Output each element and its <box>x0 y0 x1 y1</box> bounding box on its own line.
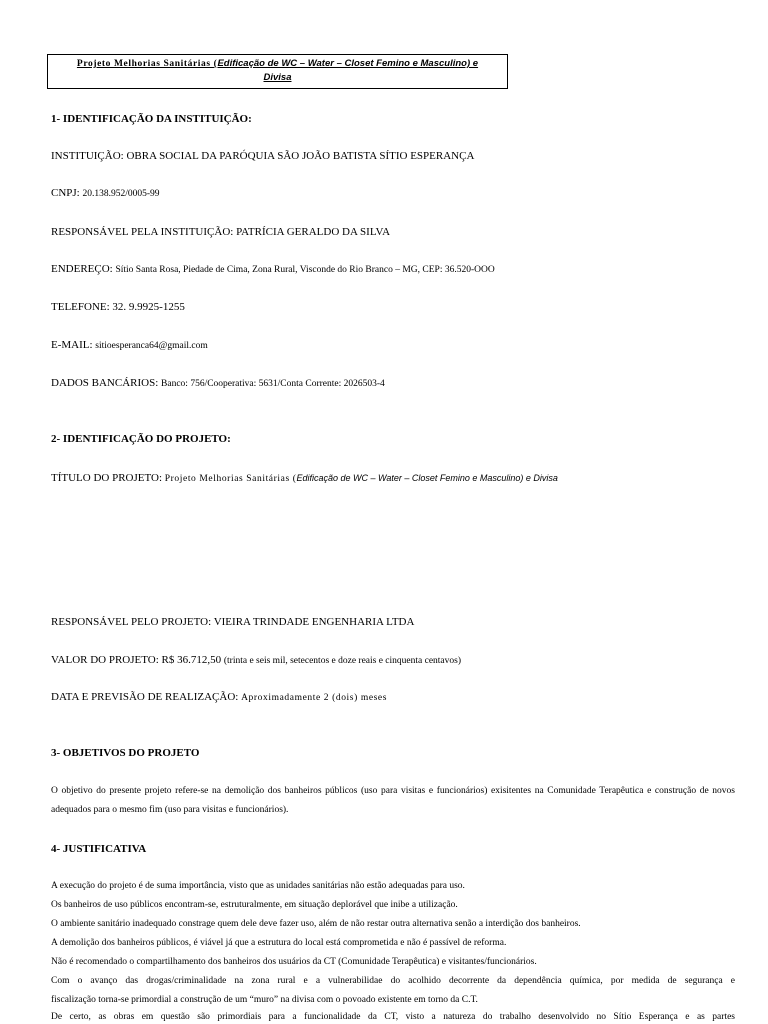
data-previsao-value: Aproximadamente 2 (dois) meses <box>241 693 388 703</box>
telefone-line <box>51 300 185 314</box>
project-title-part1: Projeto Melhorias Sanitárias ( <box>76 59 218 69</box>
valor-projeto-extenso: (trinta e seis mil, setecentos e doze reais e cinquenta centavos) <box>223 656 462 666</box>
responsavel-line <box>51 225 390 239</box>
instituicao-value: OBRA SOCIAL DA PARÓQUIA SÃO JOÃO BATISTA SÍTIO ESPERANÇA <box>126 150 475 162</box>
valor-projeto-label: VALOR DO PROJETO: <box>51 654 159 666</box>
endereco-label: ENDEREÇO: <box>51 263 113 275</box>
valor-projeto-value: R$ 36.712,50 <box>161 654 222 666</box>
cnpj-label: CNPJ: <box>51 187 80 199</box>
justificativa-line: De certo, as obras em questão são primordiais para a funcionalidade da CT, visto a natureza do trabalho desenvolvido no Sítio Esperança e as partes <box>51 1012 735 1022</box>
titulo-projeto-label: TÍTULO DO PROJETO: <box>51 472 163 484</box>
data-previsao-label: DATA E PREVISÃO DE REALIZAÇÃO: <box>51 691 239 703</box>
justificativa-line: Não é recomendado o compartilhamento dos banheiros dos usuários da CT (Comunidade Terapêutica) e visitantes/funcionários. <box>51 957 537 967</box>
project-title-box <box>47 54 508 89</box>
section4-heading: 4- JUSTIFICATIVA <box>51 843 147 855</box>
responsavel-projeto-line <box>51 615 414 629</box>
project-title-part3: Divisa <box>263 72 292 83</box>
justificativa-line: Os banheiros de uso públicos encontram-se, estruturalmente, em situação deplorável que inibe a utilização. <box>51 900 458 910</box>
justificativa-line: A demolição dos banheiros públicos, é viável já que a estrutura do local está comprometida e não é passível de reforma. <box>51 938 507 948</box>
telefone-value: 32. 9.9925-1255 <box>112 301 185 313</box>
valor-projeto-line <box>51 653 461 668</box>
responsavel-value: PATRÍCIA GERALDO DA SILVA <box>236 226 391 238</box>
justificativa-line: O ambiente sanitário inadequado constrage quem dele deve fazer uso, além de não restar outra alternativa senão a interdição dos banheiros. <box>51 919 581 929</box>
endereco-line <box>51 262 495 277</box>
section3-heading: 3- OBJETIVOS DO PROJETO <box>51 747 200 759</box>
responsavel-projeto-value: VIEIRA TRINDADE ENGENHARIA LTDA <box>213 616 415 628</box>
data-previsao-line <box>51 690 387 705</box>
objetivo-paragraph: O objetivo do presente projeto refere-se na demolição dos banheiros públicos (uso para visitas e funcionários) exisitentes na Comunidade Terapêutica e construção de novos adequados para o mesmo fim (uso para visitas e funcionários). <box>51 786 735 815</box>
responsavel-projeto-label: RESPONSÁVEL PELO PROJETO: <box>51 616 212 628</box>
responsavel-label: RESPONSÁVEL PELA INSTITUIÇÃO: <box>51 226 234 238</box>
email-line <box>51 338 208 353</box>
dados-bancarios-line <box>51 376 385 391</box>
titulo-projeto-line <box>51 471 558 486</box>
titulo-projeto-value1: Projeto Melhorias Sanitárias ( <box>164 474 297 484</box>
justificativa-line: A execução do projeto é de suma importância, visto que as unidades sanitárias não estão adequadas para uso. <box>51 881 465 891</box>
project-title-part2: Edificação de WC – Water – Closet Femino e Masculino) e <box>217 58 479 69</box>
titulo-projeto-value2: Edificação de WC – Water – Closet Femino e Masculino) e Divisa <box>296 473 558 483</box>
telefone-label: TELEFONE: <box>51 301 110 313</box>
email-label: E-MAIL: <box>51 339 93 351</box>
dados-bancarios-label: DADOS BANCÁRIOS: <box>51 377 159 389</box>
email-value: sitioesperanca64@gmail.com <box>95 341 208 351</box>
instituicao-label: INSTITUIÇÃO: <box>51 150 124 162</box>
justificativa-line: Com o avanço das drogas/criminalidade na zona rural e a vulnerabilidae do acolhido decorrente da dependência química, por medida de segurança e <box>51 976 735 986</box>
endereco-value: Sítio Santa Rosa, Piedade de Cima, Zona Rural, Visconde do Rio Branco – MG, CEP: 36.520-OOO <box>115 265 495 275</box>
section2-heading: 2- IDENTIFICAÇÃO DO PROJETO: <box>51 433 231 445</box>
dados-bancarios-value: Banco: 756/Cooperativa: 5631/Conta Corrente: 2026503-4 <box>161 379 385 389</box>
cnpj-line <box>51 186 160 201</box>
instituicao-line <box>51 149 474 163</box>
justificativa-line: fiscalização torna-se primordial a construção de um “muro” na divisa com o povoado existente em torno da C.T. <box>51 995 478 1005</box>
cnpj-value: 20.138.952/0005-99 <box>82 189 160 199</box>
section1-heading: 1- IDENTIFICAÇÃO DA INSTITUIÇÃO: <box>51 113 252 125</box>
